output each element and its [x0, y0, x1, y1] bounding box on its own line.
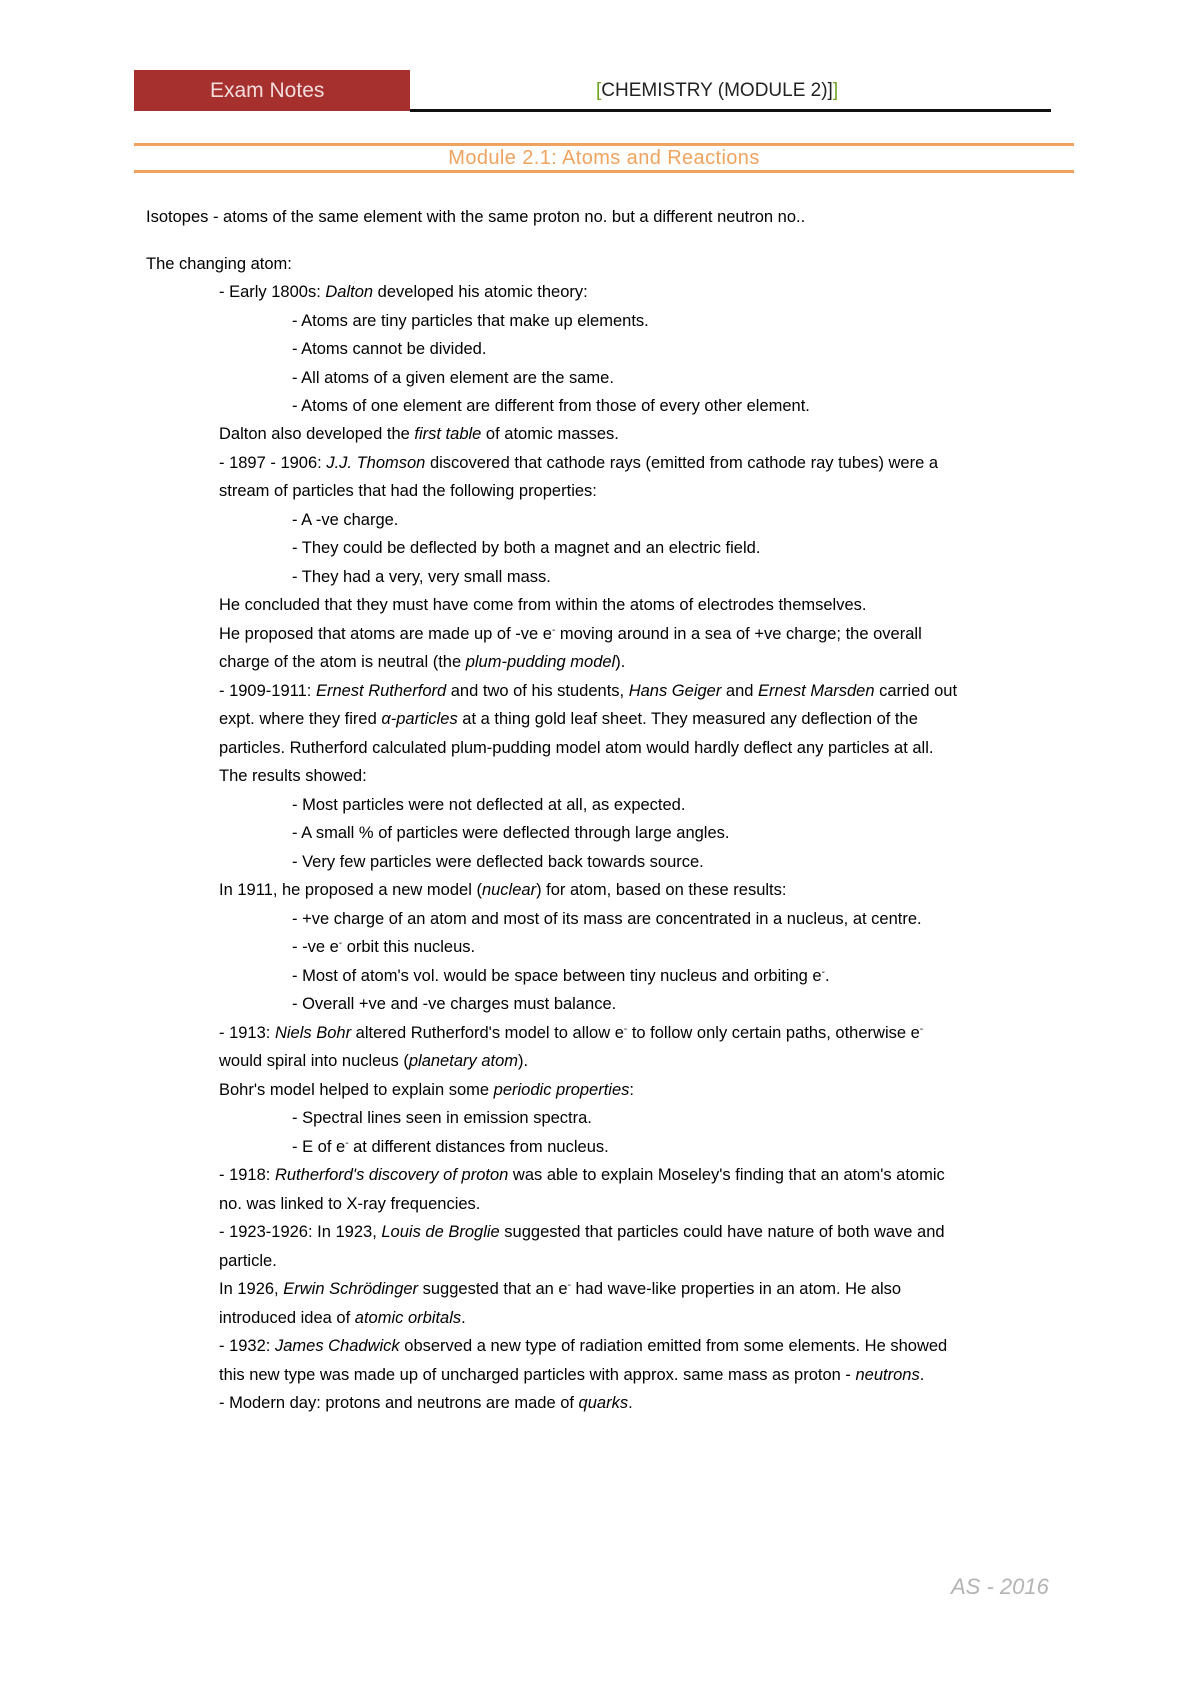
section-rule-top	[134, 143, 1074, 146]
header-subject	[596, 78, 838, 104]
list-item: - They had a very, very small mass.	[292, 568, 551, 586]
rutherford-line-2: expt. where they fired α-particles at a thing gold leaf sheet. They measured any deflection of the	[219, 710, 918, 728]
section-rule-bottom	[134, 170, 1074, 173]
changing-atom-heading: The changing atom:	[146, 255, 292, 273]
bracket-close: ]	[832, 80, 839, 101]
dalton-line: - Early 1800s: Dalton developed his atomic theory:	[219, 283, 588, 301]
section-title: Module 2.1: Atoms and Reactions	[448, 147, 760, 169]
bohr-model-line: Bohr's model helped to explain some periodic properties:	[219, 1081, 634, 1099]
list-item: - E of e- at different distances from nucleus.	[292, 1138, 609, 1156]
list-item: - Atoms cannot be divided.	[292, 340, 487, 358]
page-footer: AS - 2016	[951, 1574, 1049, 1599]
thomson-line: - 1897 - 1906: J.J. Thomson discovered that cathode rays (emitted from cathode ray tubes) were a	[219, 454, 939, 472]
schrodinger-line-2: introduced idea of atomic orbitals.	[219, 1309, 466, 1327]
list-item: - A small % of particles were deflected through large angles.	[292, 824, 730, 842]
list-item: - They could be deflected by both a magnet and an electric field.	[292, 539, 761, 557]
nuclear-model-line: In 1911, he proposed a new model (nuclear) for atom, based on these results:	[219, 881, 787, 899]
bohr-line: - 1913: Niels Bohr altered Rutherford's model to allow e- to follow only certain paths, otherwise e-	[219, 1024, 924, 1042]
thomson-proposal-2: charge of the atom is neutral (the plum-pudding model).	[219, 653, 626, 671]
list-item: - All atoms of a given element are the same.	[292, 369, 614, 387]
header-rule	[410, 109, 1051, 112]
list-item: - Spectral lines seen in emission spectra.	[292, 1109, 592, 1127]
list-item: - Most of atom's vol. would be space between tiny nucleus and orbiting e-.	[292, 967, 830, 985]
chadwick-line: - 1932: James Chadwick observed a new type of radiation emitted from some elements. He showed	[219, 1337, 948, 1355]
thomson-proposal: He proposed that atoms are made up of -ve e- moving around in a sea of +ve charge; the overall	[219, 625, 922, 643]
list-item: - Overall +ve and -ve charges must balance.	[292, 995, 617, 1013]
rutherford-line-3: particles. Rutherford calculated plum-pudding model atom would hardly deflect any particles at all.	[219, 739, 934, 757]
modern-day-line: - Modern day: protons and neutrons are made of quarks.	[219, 1394, 633, 1412]
list-item: - Atoms of one element are different from those of every other element.	[292, 397, 810, 415]
bohr-line-2: would spiral into nucleus (planetary atom).	[219, 1052, 529, 1070]
proton-line-2: no. was linked to X-ray frequencies.	[219, 1195, 481, 1213]
chadwick-line-2: this new type was made up of uncharged particles with approx. same mass as proton - neutrons.	[219, 1366, 925, 1384]
proton-line: - 1918: Rutherford's discovery of proton was able to explain Moseley's finding that an atom's atomic	[219, 1166, 945, 1184]
thomson-line-2: stream of particles that had the following properties:	[219, 482, 597, 500]
subject-text: CHEMISTRY (MODULE 2)]	[601, 80, 833, 101]
results-heading: The results showed:	[219, 767, 367, 785]
rutherford-line: - 1909-1911: Ernest Rutherford and two of his students, Hans Geiger and Ernest Marsden carried out	[219, 682, 958, 700]
isotopes-definition: Isotopes - atoms of the same element with the same proton no. but a different neutron no..	[146, 208, 806, 226]
de-broglie-line: - 1923-1926: In 1923, Louis de Broglie suggested that particles could have nature of both wave and	[219, 1223, 945, 1241]
list-item: - Very few particles were deflected back towards source.	[292, 853, 704, 871]
thomson-conclusion: He concluded that they must have come from within the atoms of electrodes themselves.	[219, 596, 867, 614]
dalton-table-line: Dalton also developed the first table of atomic masses.	[219, 425, 619, 443]
de-broglie-line-2: particle.	[219, 1252, 277, 1270]
list-item: - Most particles were not deflected at all, as expected.	[292, 796, 686, 814]
bracket-open: [	[596, 80, 602, 101]
schrodinger-line: In 1926, Erwin Schrödinger suggested that an e- had wave-like properties in an atom. He also	[219, 1280, 902, 1298]
list-item: - Atoms are tiny particles that make up elements.	[292, 312, 649, 330]
header-tab: Exam Notes	[134, 70, 410, 111]
list-item: - +ve charge of an atom and most of its mass are concentrated in a nucleus, at centre.	[292, 910, 922, 928]
list-item: - -ve e- orbit this nucleus.	[292, 938, 476, 956]
list-item: - A -ve charge.	[292, 511, 399, 529]
